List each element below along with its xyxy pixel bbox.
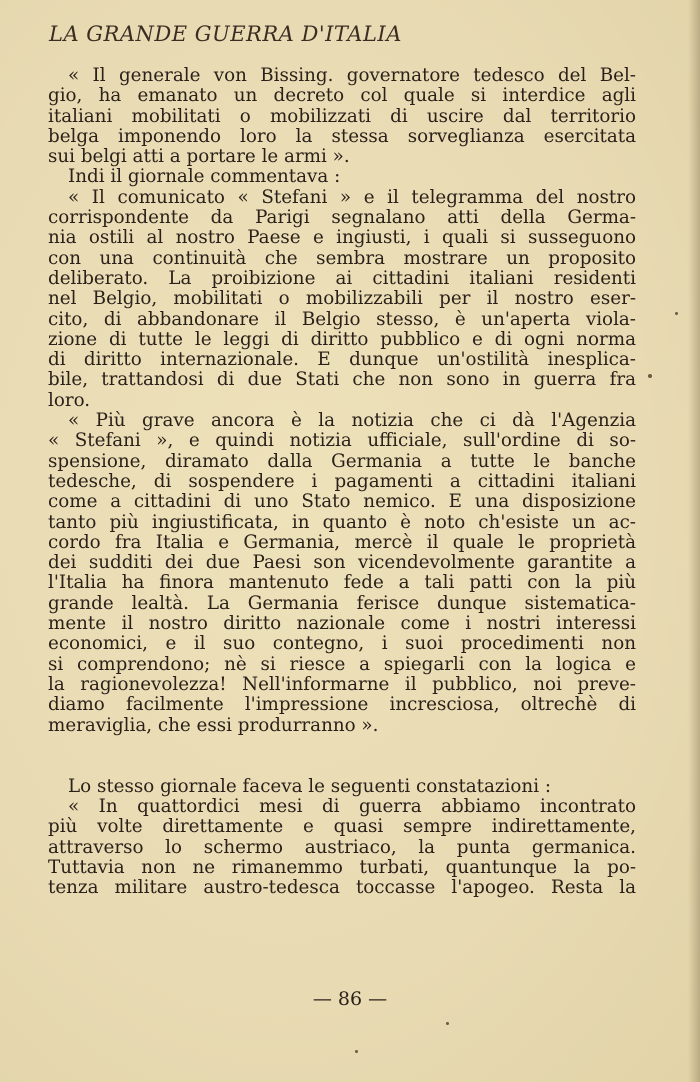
page-number: — 86 — <box>312 988 388 1010</box>
text-line: tedesche, di sospendere i pagamenti a cittadini italiani <box>48 471 636 492</box>
text-line: di diritto internazionale. È dunque un'ostilità inesplica- <box>48 350 636 371</box>
text-line: spensione, diramato dalla Germania a tutte le banche <box>48 451 636 472</box>
text-line: loro. <box>48 390 91 411</box>
body-text <box>48 66 636 899</box>
text-line: bile, trattandosi di due Stati che non sono in guerra fra <box>48 370 636 391</box>
text-line: l'Italia ha finora mantenuto fede a tali patti con la più <box>48 573 636 594</box>
speck-mark <box>355 1050 358 1053</box>
text-line: economici, e il suo contegno, i suoi procedimenti non <box>48 634 636 655</box>
text-line: si comprendono; nè si riesce a spiegarli con la logica e <box>48 654 636 675</box>
text-line: Tuttavia non ne rimanemmo turbati, quantunque la po- <box>48 857 636 878</box>
text-line: gio, ha emanato un decreto col quale si interdice agli <box>48 86 636 107</box>
text-line: Lo stesso giornale faceva le seguenti constatazioni : <box>68 776 552 797</box>
text-line: diamo facilmente l'impressione incresciosa, oltrechè di <box>48 695 636 716</box>
text-line: con una continuità che sembra mostrare un proposito <box>48 248 636 269</box>
text-line: sui belgi atti a portare le armi ». <box>48 147 350 168</box>
text-line: « In quattordici mesi di guerra abbiamo incontrato <box>68 797 636 818</box>
text-line: grande lealtà. La Germania ferisce dunque sistematica- <box>48 593 636 614</box>
text-line: mente il nostro diritto nazionale come i nostri interessi <box>48 614 636 635</box>
text-line: corrispondente da Parigi segnalano atti della Germa- <box>48 208 636 229</box>
text-line: come a cittadini di uno Stato nemico. È una disposizione <box>48 492 636 513</box>
text-block-2 <box>48 777 636 899</box>
speck-mark <box>648 374 652 378</box>
text-line: italiani mobilitati o mobilizzati di uscire dal territorio <box>48 106 636 127</box>
speck-mark <box>446 1022 449 1025</box>
text-line: dei sudditi dei due Paesi son vicendevolmente garantite a <box>48 553 636 574</box>
text-line: belga imponendo loro la stessa sorveglianza esercitata <box>48 126 636 147</box>
text-line: « Il comunicato « Stefani » e il telegramma del nostro <box>68 187 636 208</box>
speck-mark <box>675 312 678 315</box>
text-line: la ragionevolezza! Nell'informarne il pubblico, noi preve- <box>48 674 636 695</box>
text-line: tenza militare austro-tedesca toccasse l'apogeo. Resta la <box>48 878 636 899</box>
text-line: « Il generale von Bissing. governatore tedesco del Bel- <box>68 66 636 86</box>
text-line: deliberato. La proibizione ai cittadini italiani residenti <box>48 268 636 289</box>
text-line: cito, di abbandonare il Belgio stesso, è un'aperta viola- <box>48 309 636 330</box>
text-line: tanto più ingiustificata, in quanto è noto ch'esiste un ac- <box>48 512 636 533</box>
paragraph-gap <box>48 736 636 777</box>
text-line: nel Belgio, mobilitati o mobilizzabili per il nostro eser- <box>48 289 636 310</box>
text-line: nia ostili al nostro Paese e ingiusti, i quali si susseguono <box>48 228 636 249</box>
running-head: LA GRANDE GUERRA D'ITALIA <box>49 22 402 46</box>
text-line: più volte direttamente e quasi sempre indirettamente, <box>48 817 636 838</box>
text-line: « Più grave ancora è la notizia che ci dà l'Agenzia <box>68 411 636 432</box>
text-line: meraviglia, che essi produrranno ». <box>48 715 379 736</box>
page-edge-shadow <box>688 0 700 1082</box>
text-line: attraverso lo schermo austriaco, la punta germanica. <box>48 837 636 858</box>
text-block-1 <box>48 66 636 736</box>
text-line: « Stefani », e quindi notizia ufficiale, sull'ordine di so- <box>48 431 636 452</box>
text-line: zione di tutte le leggi di diritto pubblico e di ogni norma <box>48 329 636 350</box>
text-line: cordo fra Italia e Germania, mercè il quale le proprietà <box>48 532 636 553</box>
text-line: Indi il giornale commentava : <box>68 167 341 188</box>
